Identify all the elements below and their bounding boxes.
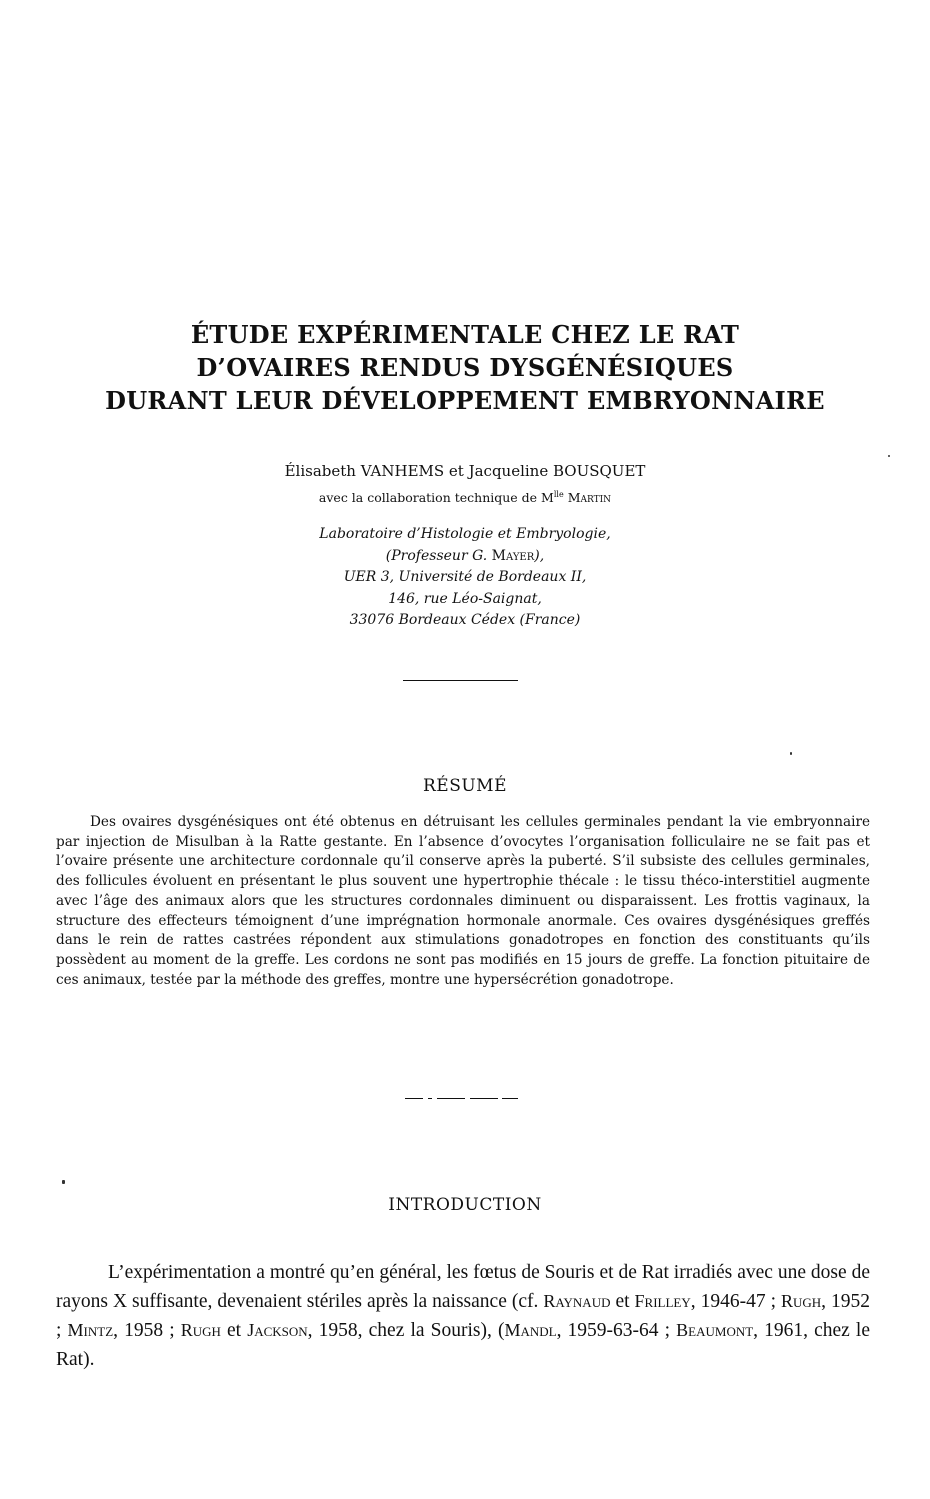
intro-text-h: , 1959-63-64 ;	[556, 1320, 677, 1341]
intro-text-a: L’expérimentation a montré qu’en général, les fœtus de Souris et de Rat irradiés avec une dose de rayons X suffisante, devenaient stériles après la naissance (cf.	[56, 1262, 870, 1312]
affiliation-line-5	[0, 610, 930, 632]
title-line-1: ÉTUDE EXPÉRIMENTALE CHEZ LE RAT	[190, 320, 740, 349]
introduction-heading: INTRODUCTION	[388, 1195, 542, 1215]
separator-dash	[502, 1098, 518, 1099]
scan-speck	[790, 752, 792, 755]
affiliation-line-5-suffix: )	[574, 612, 581, 628]
title-line-3: DURANT LEUR DÉVELOPPEMENT EMBRYONNAIRE	[105, 386, 825, 415]
resume-paragraph: Des ovaires dysgénésiques ont été obtenus en détruisant les cellules germinales pendant la vie embryonnaire par injection de Misulban à la Ratte gestante. En l’absence d’ovocytes l’organisation folliculaire ne se fait pas et l’ovaire présente une architecture cordonnale qu’il conserve après la puberté. S’il subsiste des cellules germinales, des follicules évoluent en présentant le plus souvent une hypertrophie thécale : le tissu théco-interstitiel augmente avec l’âge des animaux alors que les structures cordonnales diminuent ou disparaissent. Les frottis vaginaux, la structure des effecteurs témoignent d’une imprégnation hormonale anormale. Ces ovaires dysgénésiques greffés dans le rein de rattes castrées répondent aux stimulations gonadotropes en fonction des constituants qu’ils possèdent au moment de la greffe. Les cordons ne sont pas modifiés en 15 jours de greffe. La fonction pituitaire de ces animaux, testée par la méthode des greffes, montre une hypersécrétion gonadotrope.	[56, 814, 870, 988]
separator-dash	[405, 1098, 423, 1099]
scan-speck	[888, 455, 890, 457]
intro-ref-author: Raynaud	[543, 1291, 611, 1311]
scan-speck	[62, 1180, 65, 1184]
introduction-paragraph	[56, 1258, 870, 1374]
collaboration-superscript: lle	[553, 490, 564, 499]
intro-ref-author: Beaumont	[676, 1320, 754, 1340]
intro-text-b: et	[610, 1291, 635, 1312]
intro-ref-author: Rugh	[180, 1320, 221, 1340]
intro-ref-author: Rugh	[780, 1291, 822, 1311]
article-title	[0, 318, 930, 417]
collaboration-name: Martin	[567, 490, 612, 506]
affiliation-country: France	[525, 612, 575, 628]
affiliation-line-4: 146, rue Léo-Saignat,	[388, 590, 542, 607]
separator-dash	[428, 1098, 432, 1099]
separator-dash	[470, 1098, 498, 1099]
intro-text-i: , 1961, chez le Rat).	[56, 1320, 871, 1370]
intro-text-f: et	[220, 1320, 248, 1341]
resume-text	[56, 813, 870, 990]
separator-rule-1	[403, 680, 518, 681]
intro-ref-author: Jackson	[247, 1320, 308, 1340]
affiliation-line-2-suffix: ),	[534, 547, 545, 564]
affiliation-line-2	[0, 546, 930, 568]
intro-ref-author: Mintz	[67, 1320, 114, 1340]
collaboration-line	[0, 486, 930, 507]
author-line: Élisabeth VANHEMS et Jacqueline BOUSQUET	[284, 462, 646, 480]
affiliation-line-1: Laboratoire d’Histologie et Embryologie,	[319, 526, 611, 542]
intro-text-e: , 1958 ;	[113, 1320, 181, 1341]
affiliation-line-2-prefix: (Professeur G.	[385, 547, 492, 564]
affiliation-block	[0, 524, 930, 632]
resume-heading: RÉSUMÉ	[423, 776, 507, 796]
intro-ref-author: Frilley	[634, 1291, 691, 1311]
intro-text-d: , 1952 ;	[56, 1291, 870, 1341]
intro-ref-author: Mandl	[504, 1320, 557, 1340]
title-line-2: D’OVAIRES RENDUS DYSGÉNÉSIQUES	[196, 353, 734, 382]
affiliation-line-5-prefix: 33076 Bordeaux Cédex (	[349, 612, 526, 628]
separator-dash	[437, 1098, 465, 1099]
affiliation-line-3: UER 3, Université de Bordeaux II,	[343, 569, 587, 585]
affiliation-professor-name: Mayer	[491, 547, 535, 564]
collaboration-prefix: avec la collaboration technique de M	[318, 490, 554, 506]
intro-text-c: , 1946-47 ;	[690, 1291, 781, 1312]
intro-text-g: , 1958, chez la Souris), (	[307, 1320, 505, 1341]
